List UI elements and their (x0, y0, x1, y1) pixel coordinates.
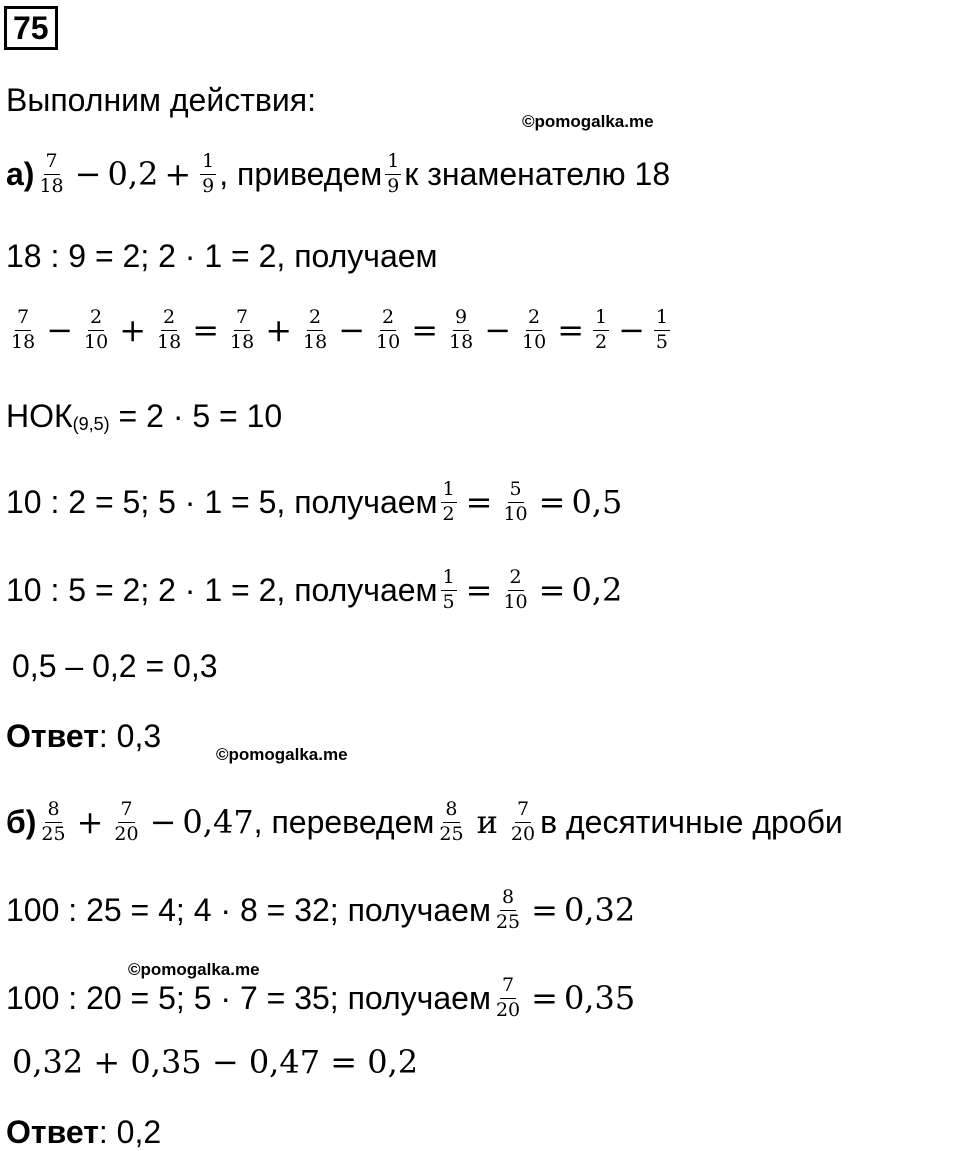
problem-number: 75 (4, 6, 58, 50)
watermark: ©pomogalka.me (216, 745, 348, 764)
fraction: $\frac{8}{25}$ (495, 886, 521, 933)
part-b-task: б) $\frac{8}{25}$ + $\frac{7}{20}$ − 0,47 , переведем $\frac{8}{25}$ и $\frac{7}{20}$ в десятичные дроби (6, 798, 843, 845)
answer-b: Ответ : 0,2 (6, 1114, 162, 1150)
fraction: $\frac{1}{5}$ (655, 306, 668, 353)
fraction: $\frac{7}{20}$ (510, 798, 536, 845)
step-line: 10 : 2 = 5; 5 · 1 = 5, получаем $\frac{1}{2}$ = $\frac{5}{10}$ = 0,5 (6, 478, 623, 525)
fraction: $\frac{2}{10}$ (376, 306, 401, 353)
watermark: ©pomogalka.me (128, 960, 260, 979)
fraction: $\frac{7}{18}$ (39, 150, 64, 197)
task-text: , приведем (219, 156, 383, 193)
fraction: $\frac{1}{5}$ (442, 566, 455, 613)
step-line: 18 : 9 = 2; 2 · 1 = 2, получаем (6, 238, 438, 274)
nok-subscript: (9,5) (72, 414, 110, 434)
part-b-label: б) (6, 804, 37, 841)
fraction: $\frac{1}{2}$ (442, 478, 455, 525)
fraction: $\frac{8}{25}$ (41, 798, 66, 845)
task-text: к знаменателю 18 (404, 156, 671, 193)
fraction: $\frac{2}{10}$ (522, 306, 547, 353)
calc-line: 0,5 – 0,2 = 0,3 (12, 648, 218, 684)
fraction: $\frac{1}{2}$ (595, 306, 608, 353)
step-line: 10 : 5 = 2; 2 · 1 = 2, получаем $\frac{1}{5}$ = $\frac{2}{10}$ = 0,2 (6, 566, 623, 613)
decimal: 0,2 (107, 155, 159, 194)
watermark: ©pomogalka.me (522, 112, 654, 131)
step-line: 100 : 20 = 5; 5 · 7 = 35; получаем $\frac{7}{20}$ = 0,35 (6, 974, 636, 1021)
fraction: $\frac{7}{20}$ (114, 798, 139, 845)
part-a-task: а) $\frac{7}{18}$ − 0,2 + $\frac{1}{9}$ , приведем $\frac{1}{9}$ к знаменателю 18 (6, 150, 671, 197)
part-a-label: а) (6, 156, 35, 193)
fraction: $\frac{7}{20}$ (495, 974, 521, 1021)
fraction: $\frac{7}{18}$ (230, 306, 255, 353)
fraction: $\frac{1}{9}$ (387, 150, 400, 197)
fraction: $\frac{5}{10}$ (503, 478, 528, 525)
fraction: $\frac{2}{18}$ (157, 306, 182, 353)
answer-a: Ответ : 0,3 (6, 718, 162, 754)
fraction-chain: $\frac{7}{18}$ − $\frac{2}{10}$ + $\frac{2}{18}$ = $\frac{7}{18}$ + $\frac{2}{18}$ − $\frac{2}{10}$ = $\frac{9}{18}$ − $\frac{2}{10}$ = $\frac{1}{2}$ − $\frac{1}{5}$ (11, 306, 668, 353)
step-line: 100 : 25 = 4; 4 · 8 = 32; получаем $\frac{8}{25}$ = 0,32 (6, 886, 636, 933)
fraction: $\frac{2}{10}$ (503, 566, 528, 613)
nok-line: НОК (9,5) = 2 · 5 = 10 (6, 398, 283, 434)
fraction: $\frac{1}{9}$ (202, 150, 215, 197)
fraction: $\frac{2}{10}$ (84, 306, 109, 353)
fraction: $\frac{2}{18}$ (303, 306, 328, 353)
fraction: $\frac{9}{18}$ (449, 306, 474, 353)
fraction: $\frac{8}{25}$ (439, 798, 464, 845)
fraction: $\frac{7}{18}$ (11, 306, 36, 353)
calc-line: 0,32 + 0,35 − 0,47 = 0,2 (12, 1043, 419, 1081)
intro-text: Выполним действия: (6, 82, 316, 118)
